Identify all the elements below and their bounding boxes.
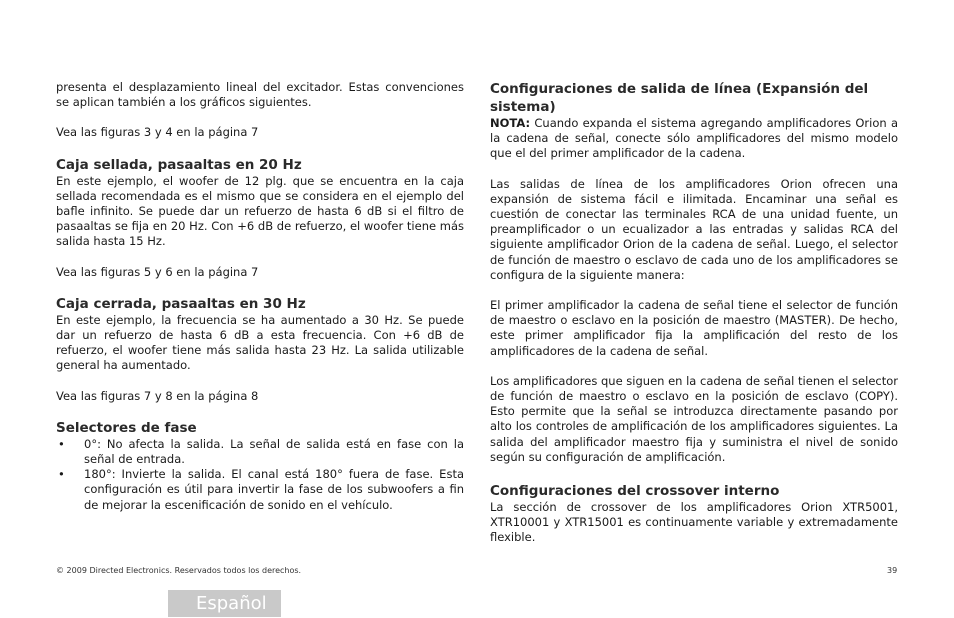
figure-reference-1: Vea las figuras 3 y 4 en la página 7 <box>56 125 259 140</box>
right-column <box>490 80 898 546</box>
language-tab: Español <box>168 590 281 617</box>
closed-box-paragraph: En este ejemplo, la frecuencia se ha aumentado a 30 Hz. Se puede dar un refuerzo de hasta 6 dB a esta frecuencia. Con +6 dB de refuerzo, el woofer tiene más salida hasta 23 Hz. La salida utilizable general ha aumentado. <box>56 312 464 373</box>
heading-phase-selectors: Selectores de fase <box>56 419 197 436</box>
heading-internal-crossover: Configuraciones del crossover interno <box>490 483 780 500</box>
sealed-box-paragraph: En este ejemplo, el woofer de 12 plg. que se encuentra en la caja sellada recomendada es el mismo que se considera en el ejemplo del bafle infinito. Se puede dar un refuerzo de hasta 6 dB si el filtro de pasaaltas se fija en 20 Hz. Con +6 dB de refuerzo, el woofer tiene más salida hasta 15 Hz. <box>56 173 464 249</box>
phase-list <box>56 437 464 513</box>
line-output-paragraph-3: Los amplificadores que siguen en la cadena de señal tienen el selector de función de maestro o esclavo en la posición de esclavo (COPY). Esto permite que la señal se introduzca directamente pasando por alto los controles de amplificación de los amplificadores siguientes. La salida del amplificador maestro fija y suministra el nivel de sonido según su configuración de amplificación. <box>490 373 898 464</box>
bullet-icon: • <box>58 467 65 482</box>
left-column <box>56 80 464 513</box>
line-output-paragraph-1: Las salidas de línea de los amplificadores Orion ofrecen una expansión de sistema fácil e ilimitada. Encaminar una señal es cuestión de conectar las terminales RCA de una unidad fuente, un preamplificador o un ecualizador a las entradas y salidas RCA del siguiente amplificador Orion de la cadena de señal. Luego, el selector de función de maestro o esclavo de cada uno de los amplificadores se configura de la siguiente manera: <box>490 176 898 282</box>
list-item: • 180°: Invierte la salida. El canal está 180° fuera de fase. Esta configuración es útil para invertir la fase de los subwoofers a fin de mejorar la escenificación de sonido en el vehículo. <box>58 467 464 512</box>
bullet-icon: • <box>58 436 65 451</box>
figure-reference-3: Vea las figuras 7 y 8 en la página 8 <box>56 388 259 403</box>
intro-paragraph: presenta el desplazamiento lineal del excitador. Estas convenciones se aplican también a los gráficos siguientes. <box>56 80 464 110</box>
page-number: 39 <box>887 566 898 575</box>
heading-sealed-box: Caja sellada, pasaaltas en 20 Hz <box>56 156 302 173</box>
note-label: NOTA: <box>490 116 531 130</box>
copyright-notice: © 2009 Directed Electronics. Reservados todos los derechos. <box>56 566 302 575</box>
heading-closed-box: Caja cerrada, pasaaltas en 30 Hz <box>56 295 306 312</box>
list-item: • 0°: No afecta la salida. La señal de salida está en fase con la señal de entrada. <box>58 436 464 467</box>
note-paragraph: NOTA: Cuando expanda el sistema agregando amplificadores Orion a la cadena de señal, conecte sólo amplificadores del mismo modelo que el del primer amplificador de la cadena. <box>490 116 898 161</box>
heading-line-output: Configuraciones de salida de línea (Expansión del sistema) <box>490 81 869 115</box>
figure-reference-2: Vea las figuras 5 y 6 en la página 7 <box>56 264 259 279</box>
crossover-paragraph: La sección de crossover de los amplificadores Orion XTR5001, XTR10001 y XTR15001 es continuamente variable y extremadamente flexible. <box>490 500 898 545</box>
line-output-paragraph-2: El primer amplificador la cadena de señal tiene el selector de función de maestro o esclavo en la posición de maestro (MASTER). De hecho, este primer amplificador fija la amplificación del resto de los amplificadores de la cadena de señal. <box>490 298 898 358</box>
